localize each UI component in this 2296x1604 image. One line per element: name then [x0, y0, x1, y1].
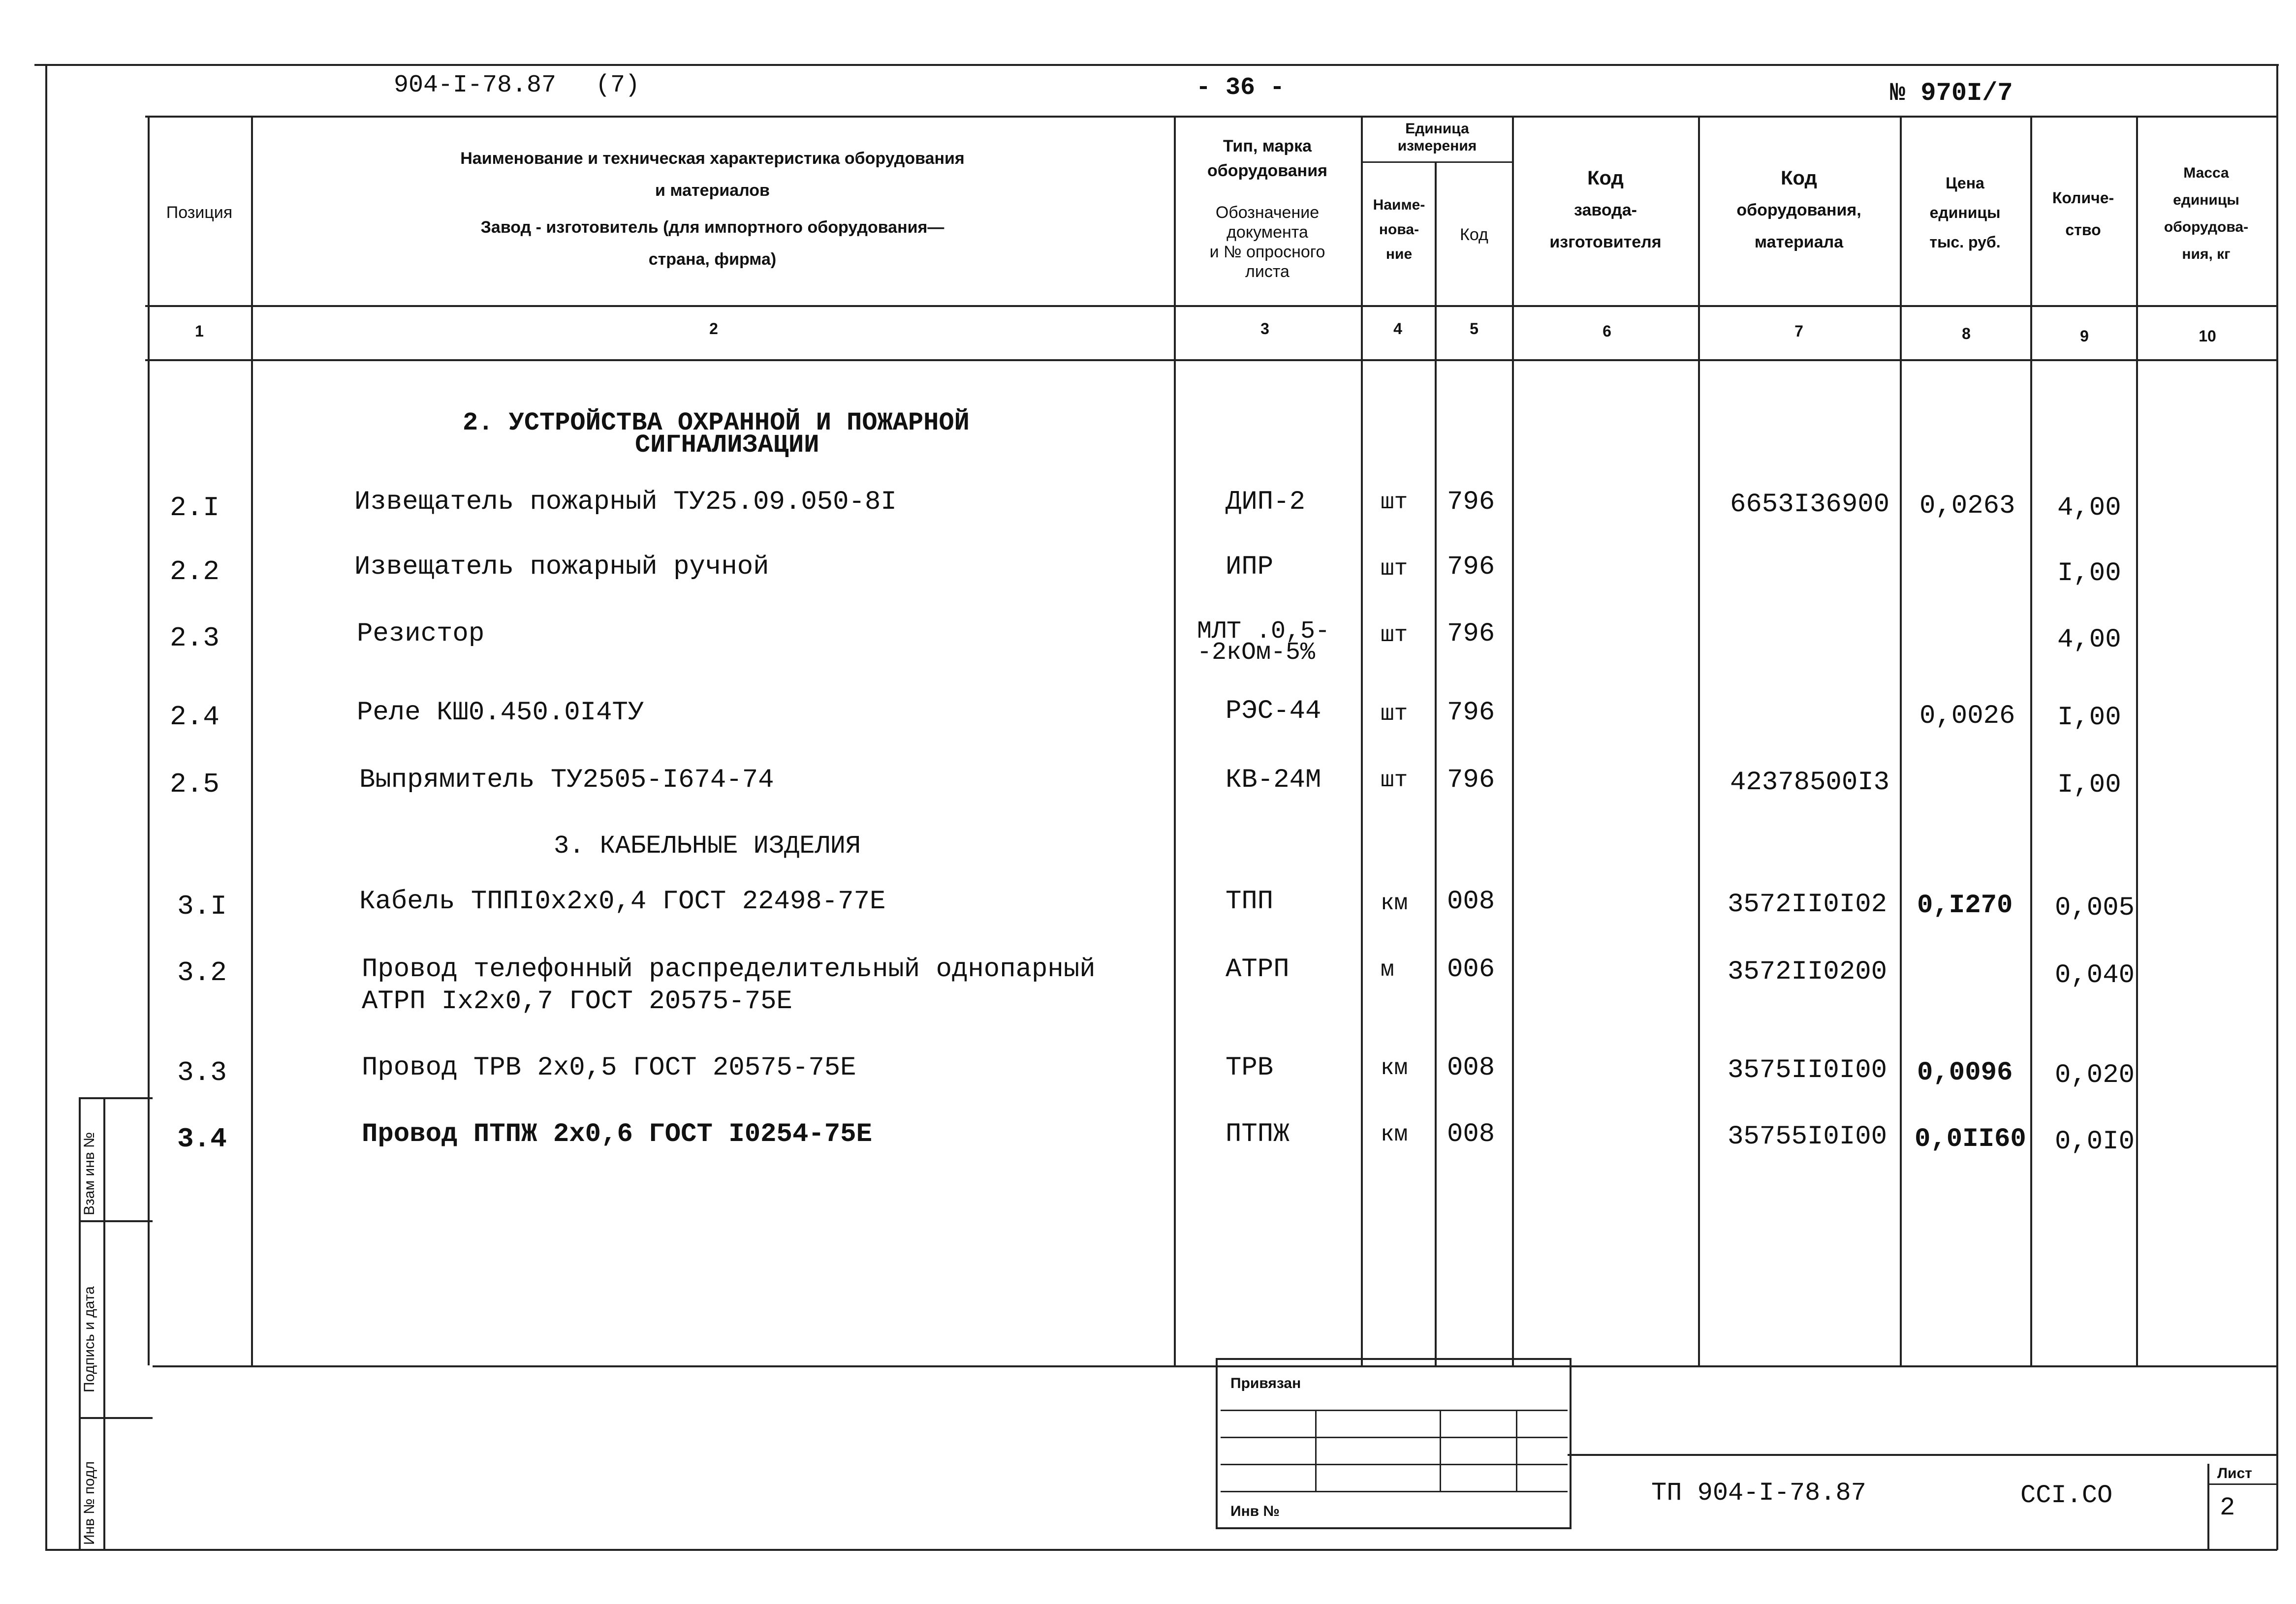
- row-2-3-qty: 4,00: [2057, 625, 2121, 655]
- row-2-2-type: ИПР: [1226, 552, 1274, 582]
- row-3-4-code: 008: [1447, 1119, 1495, 1149]
- side-row-line-1: [79, 1097, 153, 1099]
- row-3-1-type: ТПП: [1226, 887, 1274, 917]
- header-factory-code-l3: изготовителя: [1549, 233, 1662, 251]
- unit-subheader-line: [1361, 161, 1513, 163]
- col-number-7: 7: [1794, 322, 1803, 340]
- row-2-1-unit: шт: [1381, 490, 1408, 515]
- row-2-5-type: КВ-24М: [1226, 765, 1321, 795]
- stamp-sheet-label: Лист: [2217, 1465, 2252, 1481]
- outer-top-border: [34, 64, 2279, 66]
- stamp-sheet-divider: [2207, 1464, 2209, 1550]
- header-name-l4: страна, фирма): [648, 250, 777, 269]
- header-type-l5: и № опросного: [1209, 243, 1325, 261]
- privyazan-label: Привязан: [1230, 1375, 1301, 1391]
- row-3-2-qty: 0,040: [2055, 960, 2135, 990]
- header-name-l3: Завод - изготовитель (для импортного оборудования—: [480, 218, 944, 237]
- header-unit-l1: Единица: [1405, 121, 1469, 137]
- row-3-2-name-l1: Провод телефонный распределительный однопарный: [362, 955, 1096, 985]
- header-mass-l3: оборудова-: [2164, 219, 2249, 235]
- col-divider-1: [251, 116, 253, 1365]
- row-3-3-material-code: 3575II0I00: [1728, 1055, 1887, 1085]
- row-3-2-material-code: 3572II0200: [1728, 957, 1887, 987]
- header-bottom-line: [145, 305, 2276, 307]
- row-2-2-position: 2.2: [170, 556, 220, 587]
- header-qty-l2: ство: [2065, 221, 2101, 239]
- row-2-5-name: Выпрямитель ТУ2505-I674-74: [359, 765, 774, 795]
- row-3-3-price: 0,0096: [1917, 1058, 2013, 1088]
- row-2-3-position: 2.3: [170, 622, 220, 654]
- row-3-4-material-code: 35755I0I00: [1728, 1122, 1887, 1152]
- side-label-signature-date: Подпись и дата: [81, 1286, 97, 1392]
- row-3-2-name-l2: АТРП Iх2х0,7 ГОСТ 20575-75Е: [362, 987, 792, 1017]
- header-material-code-l1: Код: [1781, 167, 1817, 189]
- row-2-4-unit: шт: [1381, 701, 1408, 727]
- privyazan-vline-3: [1516, 1410, 1517, 1491]
- col-number-6: 6: [1603, 322, 1611, 340]
- row-3-2-unit: м: [1381, 957, 1394, 983]
- row-2-2-qty: I,00: [2057, 558, 2121, 588]
- section-2-title-l2: СИГНАЛИЗАЦИИ: [635, 431, 819, 460]
- section-3-title: 3. КАБЕЛЬНЫЕ ИЗДЕЛИЯ: [554, 832, 861, 861]
- header-type-l6: листа: [1245, 262, 1290, 281]
- col-divider-3: [1361, 116, 1363, 1365]
- stamp-sheet-number: 2: [2220, 1493, 2235, 1522]
- header-mass-l1: Масса: [2183, 165, 2229, 181]
- row-3-1-qty: 0,005: [2055, 893, 2135, 923]
- header-unit-name-l2: нова-: [1379, 221, 1419, 238]
- side-row-line-3: [79, 1417, 153, 1419]
- col-divider-0: [148, 116, 150, 1365]
- side-col-outer-line: [79, 1097, 81, 1550]
- outer-left-border: [45, 64, 47, 1550]
- header-qty-l1: Количе-: [2052, 189, 2114, 207]
- header-name-l1: Наименование и техническая характеристика оборудования: [460, 149, 965, 168]
- row-2-4-type: РЭС-44: [1226, 696, 1321, 726]
- header-type-l2: оборудования: [1207, 161, 1327, 180]
- row-2-1-material-code: 6653I36900: [1730, 490, 1890, 520]
- stamp-sheet-label-line: [2207, 1483, 2276, 1485]
- row-2-3-code: 796: [1447, 619, 1495, 649]
- col-divider-2: [1174, 116, 1176, 1365]
- row-3-3-name: Провод ТРВ 2х0,5 ГОСТ 20575-75Е: [362, 1053, 856, 1083]
- row-2-1-price: 0,0263: [1919, 491, 2015, 521]
- header-mass-l4: ния, кг: [2182, 246, 2231, 262]
- header-type-l4: документа: [1227, 223, 1308, 242]
- row-2-2-unit: шт: [1381, 556, 1408, 582]
- row-3-4-price: 0,0II60: [1915, 1124, 2026, 1154]
- col-divider-7: [1900, 116, 1902, 1365]
- stamp-top-line: [1568, 1454, 2276, 1456]
- side-col-inner-line: [103, 1097, 105, 1550]
- row-2-4-price: 0,0026: [1919, 701, 2015, 731]
- row-2-1-code: 796: [1447, 487, 1495, 517]
- header-factory-code-l2: завода-: [1574, 201, 1637, 219]
- col-number-2: 2: [709, 320, 718, 338]
- col-divider-4: [1435, 162, 1437, 1365]
- col-number-8: 8: [1962, 325, 1971, 342]
- col-number-9: 9: [2080, 327, 2089, 345]
- row-3-1-unit: км: [1381, 891, 1408, 916]
- header-unit-code: Код: [1460, 225, 1488, 244]
- row-2-4-position: 2.4: [170, 701, 220, 733]
- header-unit-l2: измерения: [1397, 138, 1477, 154]
- row-3-2-code: 006: [1447, 955, 1495, 985]
- row-2-4-code: 796: [1447, 698, 1495, 728]
- header-position: Позиция: [166, 203, 233, 222]
- col-number-1: 1: [195, 322, 204, 340]
- row-2-3-name: Резистор: [357, 619, 485, 649]
- header-price-l3: тыс. руб.: [1929, 233, 2001, 251]
- row-3-1-position: 3.I: [177, 891, 227, 922]
- privyazan-line-4: [1221, 1491, 1568, 1492]
- row-3-2-position: 3.2: [177, 957, 227, 988]
- header-material-code-l3: материала: [1754, 233, 1844, 251]
- row-3-3-position: 3.3: [177, 1057, 227, 1088]
- outer-right-border: [2276, 64, 2278, 1550]
- section-2-title-l1: 2. УСТРОЙСТВА ОХРАННОЙ И ПОЖАРНОЙ: [463, 408, 970, 437]
- row-3-3-unit: км: [1381, 1055, 1408, 1081]
- side-row-line-2: [79, 1220, 153, 1222]
- outer-bottom-border: [45, 1549, 2277, 1551]
- row-2-5-material-code: 42378500I3: [1730, 768, 1890, 798]
- col-divider-5: [1512, 116, 1514, 1365]
- row-2-3-unit: шт: [1381, 622, 1408, 648]
- col-divider-8: [2030, 116, 2032, 1365]
- row-3-4-type: ПТПЖ: [1226, 1119, 1290, 1149]
- row-2-5-position: 2.5: [170, 769, 220, 800]
- row-3-3-code: 008: [1447, 1053, 1495, 1083]
- table-top-border: [145, 116, 2276, 118]
- numbers-bottom-line: [145, 359, 2276, 361]
- side-label-inv-podl: Инв № подл: [81, 1461, 97, 1545]
- row-2-2-name: Извещатель пожарный ручной: [354, 552, 769, 582]
- privyazan-vline-1: [1315, 1410, 1317, 1491]
- row-3-1-code: 008: [1447, 887, 1495, 917]
- row-3-4-name: Провод ПТПЖ 2х0,6 ГОСТ I0254-75Е: [362, 1119, 872, 1149]
- row-2-4-qty: I,00: [2057, 703, 2121, 733]
- page-number: - 36 -: [1196, 74, 1285, 102]
- header-price-l2: единицы: [1929, 204, 2001, 221]
- privyazan-vline-2: [1440, 1410, 1441, 1491]
- row-3-1-name: Кабель ТППI0х2х0,4 ГОСТ 22498-77Е: [359, 887, 886, 917]
- row-3-4-unit: км: [1381, 1122, 1408, 1147]
- header-type-l1: Тип, марка: [1223, 137, 1312, 155]
- col-divider-6: [1698, 116, 1700, 1365]
- row-2-2-code: 796: [1447, 552, 1495, 582]
- row-3-1-material-code: 3572II0I02: [1728, 890, 1887, 920]
- header-material-code-l2: оборудования,: [1736, 201, 1861, 219]
- inv-no-label: Инв №: [1230, 1503, 1280, 1519]
- row-2-5-unit: шт: [1381, 768, 1408, 793]
- header-factory-code-l1: Код: [1587, 167, 1624, 189]
- row-3-4-qty: 0,0I0: [2055, 1127, 2135, 1157]
- row-2-5-qty: I,00: [2057, 770, 2121, 800]
- header-price-l1: Цена: [1946, 174, 1984, 192]
- col-divider-9: [2136, 116, 2138, 1365]
- row-2-3-type-l2: -2кОм-5%: [1197, 639, 1316, 667]
- row-3-1-price: 0,I270: [1917, 891, 2013, 921]
- header-unit-name-l3: ние: [1385, 246, 1413, 262]
- row-2-1-name: Извещатель пожарный ТУ25.09.050-8I: [354, 487, 897, 517]
- doc-part-top: (7): [596, 71, 640, 99]
- row-3-3-type: ТРВ: [1226, 1053, 1274, 1083]
- row-3-4-position: 3.4: [177, 1123, 227, 1155]
- row-2-5-code: 796: [1447, 765, 1495, 795]
- stamp-mark: ССI.СО: [2020, 1481, 2113, 1510]
- row-2-1-position: 2.I: [170, 492, 220, 524]
- row-2-1-type: ДИП-2: [1226, 487, 1306, 517]
- header-unit-name-l1: Наиме-: [1373, 197, 1425, 213]
- sheet-ref: № 970I/7: [1890, 79, 2013, 108]
- col-number-5: 5: [1470, 320, 1478, 338]
- row-3-2-type: АТРП: [1226, 955, 1290, 985]
- col-number-4: 4: [1393, 320, 1402, 338]
- col-number-10: 10: [2199, 327, 2216, 345]
- col-number-3: 3: [1260, 320, 1269, 338]
- stamp-doc-code: ТП 904-I-78.87: [1651, 1479, 1866, 1508]
- header-mass-l2: единицы: [2173, 192, 2239, 208]
- side-label-vzam-inv: Взам инв №: [81, 1132, 97, 1215]
- doc-code-top: 904-I-78.87: [394, 71, 557, 99]
- row-2-4-name: Реле КШ0.450.0I4ТУ: [357, 698, 644, 728]
- body-bottom-line: [153, 1365, 2276, 1367]
- row-2-1-qty: 4,00: [2057, 493, 2121, 523]
- header-type-l3: Обозначение: [1215, 203, 1320, 222]
- row-3-3-qty: 0,020: [2055, 1060, 2135, 1090]
- header-name-l2: и материалов: [655, 181, 770, 200]
- row-2-3-type-l1: МЛТ .0,5-: [1197, 617, 1330, 646]
